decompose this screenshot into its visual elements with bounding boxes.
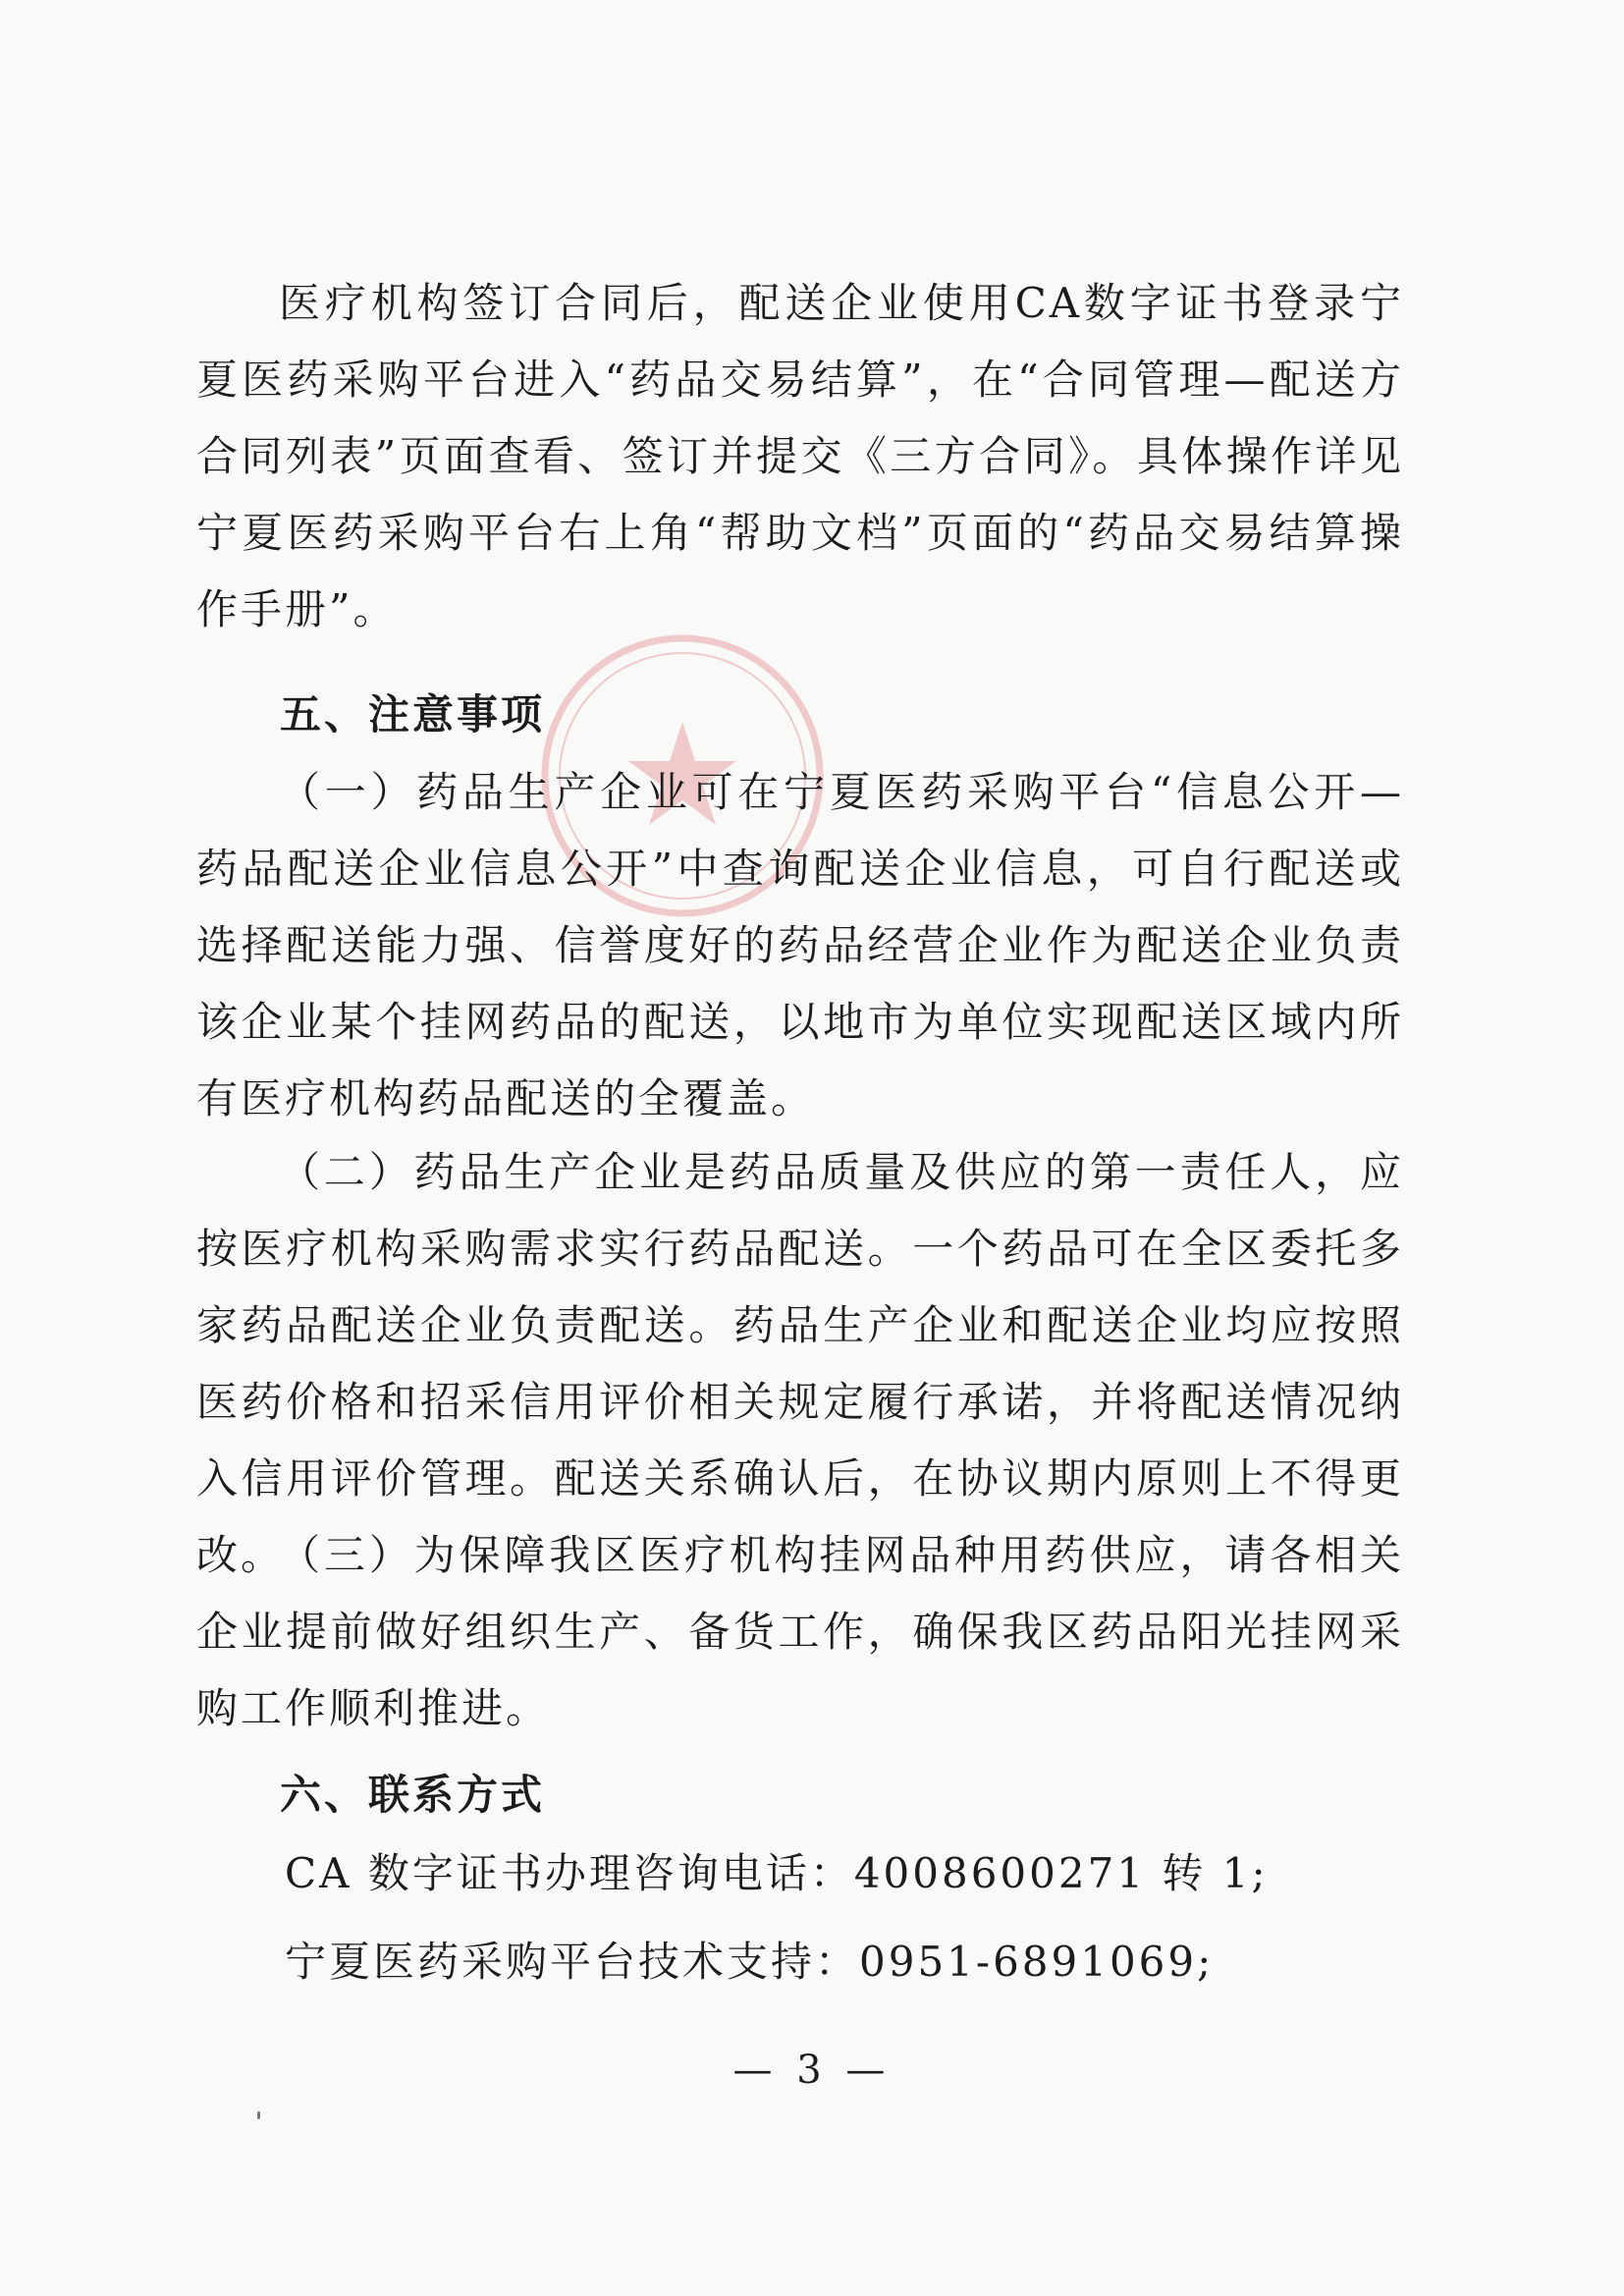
note-item-3: （三）为保障我区医疗机构挂网品种用药供应，请各相关企业提前做好组织生产、备货工作，确保我区药品阳光挂网采购工作顺利推进。 <box>196 1531 1404 1732</box>
page-number: — 3 — <box>732 2048 892 2093</box>
note-item-2: （二）药品生产企业是药品质量及供应的第一责任人，应按医疗机构采购需求实行药品配送。一个药品可在全区委托多家药品配送企业负责配送。药品生产企业和配送企业均应按照医药价格和招采信用评价相关规定履行承诺，并将配送情况纳入信用评价管理。配送关系确认后，在协议期内原则上不得更改。 <box>196 1148 1404 1579</box>
paragraph-contract: 医疗机构签订合同后，配送企业使用CA数字证书登录宁夏医药采购平台进入“药品交易结算”，在“合同管理—配送方合同列表”页面查看、签订并提交《三方合同》。具体操作详见宁夏医药采购平台右上角“帮助文档”页面的“药品交易结算操作手册”。 <box>196 279 1404 633</box>
section-heading-notes: 五、注意事项 <box>280 690 546 738</box>
section-heading-contact: 六、联系方式 <box>280 1771 546 1819</box>
contact-ca-phone: CA 数字证书办理咨询电话：4008600271 转 1; <box>285 1849 1269 1897</box>
scan-speck <box>257 2111 260 2119</box>
note-item-1: （一）药品生产企业可在宁夏医药采购平台“信息公开—药品配送企业信息公开”中查询配送企业信息，可自行配送或选择配送能力强、信誉度好的药品经营企业作为配送企业负责该企业某个挂网药品的配送，以地市为单位实现配送区域内所有医疗机构药品配送的全覆盖。 <box>196 768 1404 1122</box>
contact-platform-support: 宁夏医药采购平台技术支持：0951-6891069; <box>285 1938 1215 1986</box>
